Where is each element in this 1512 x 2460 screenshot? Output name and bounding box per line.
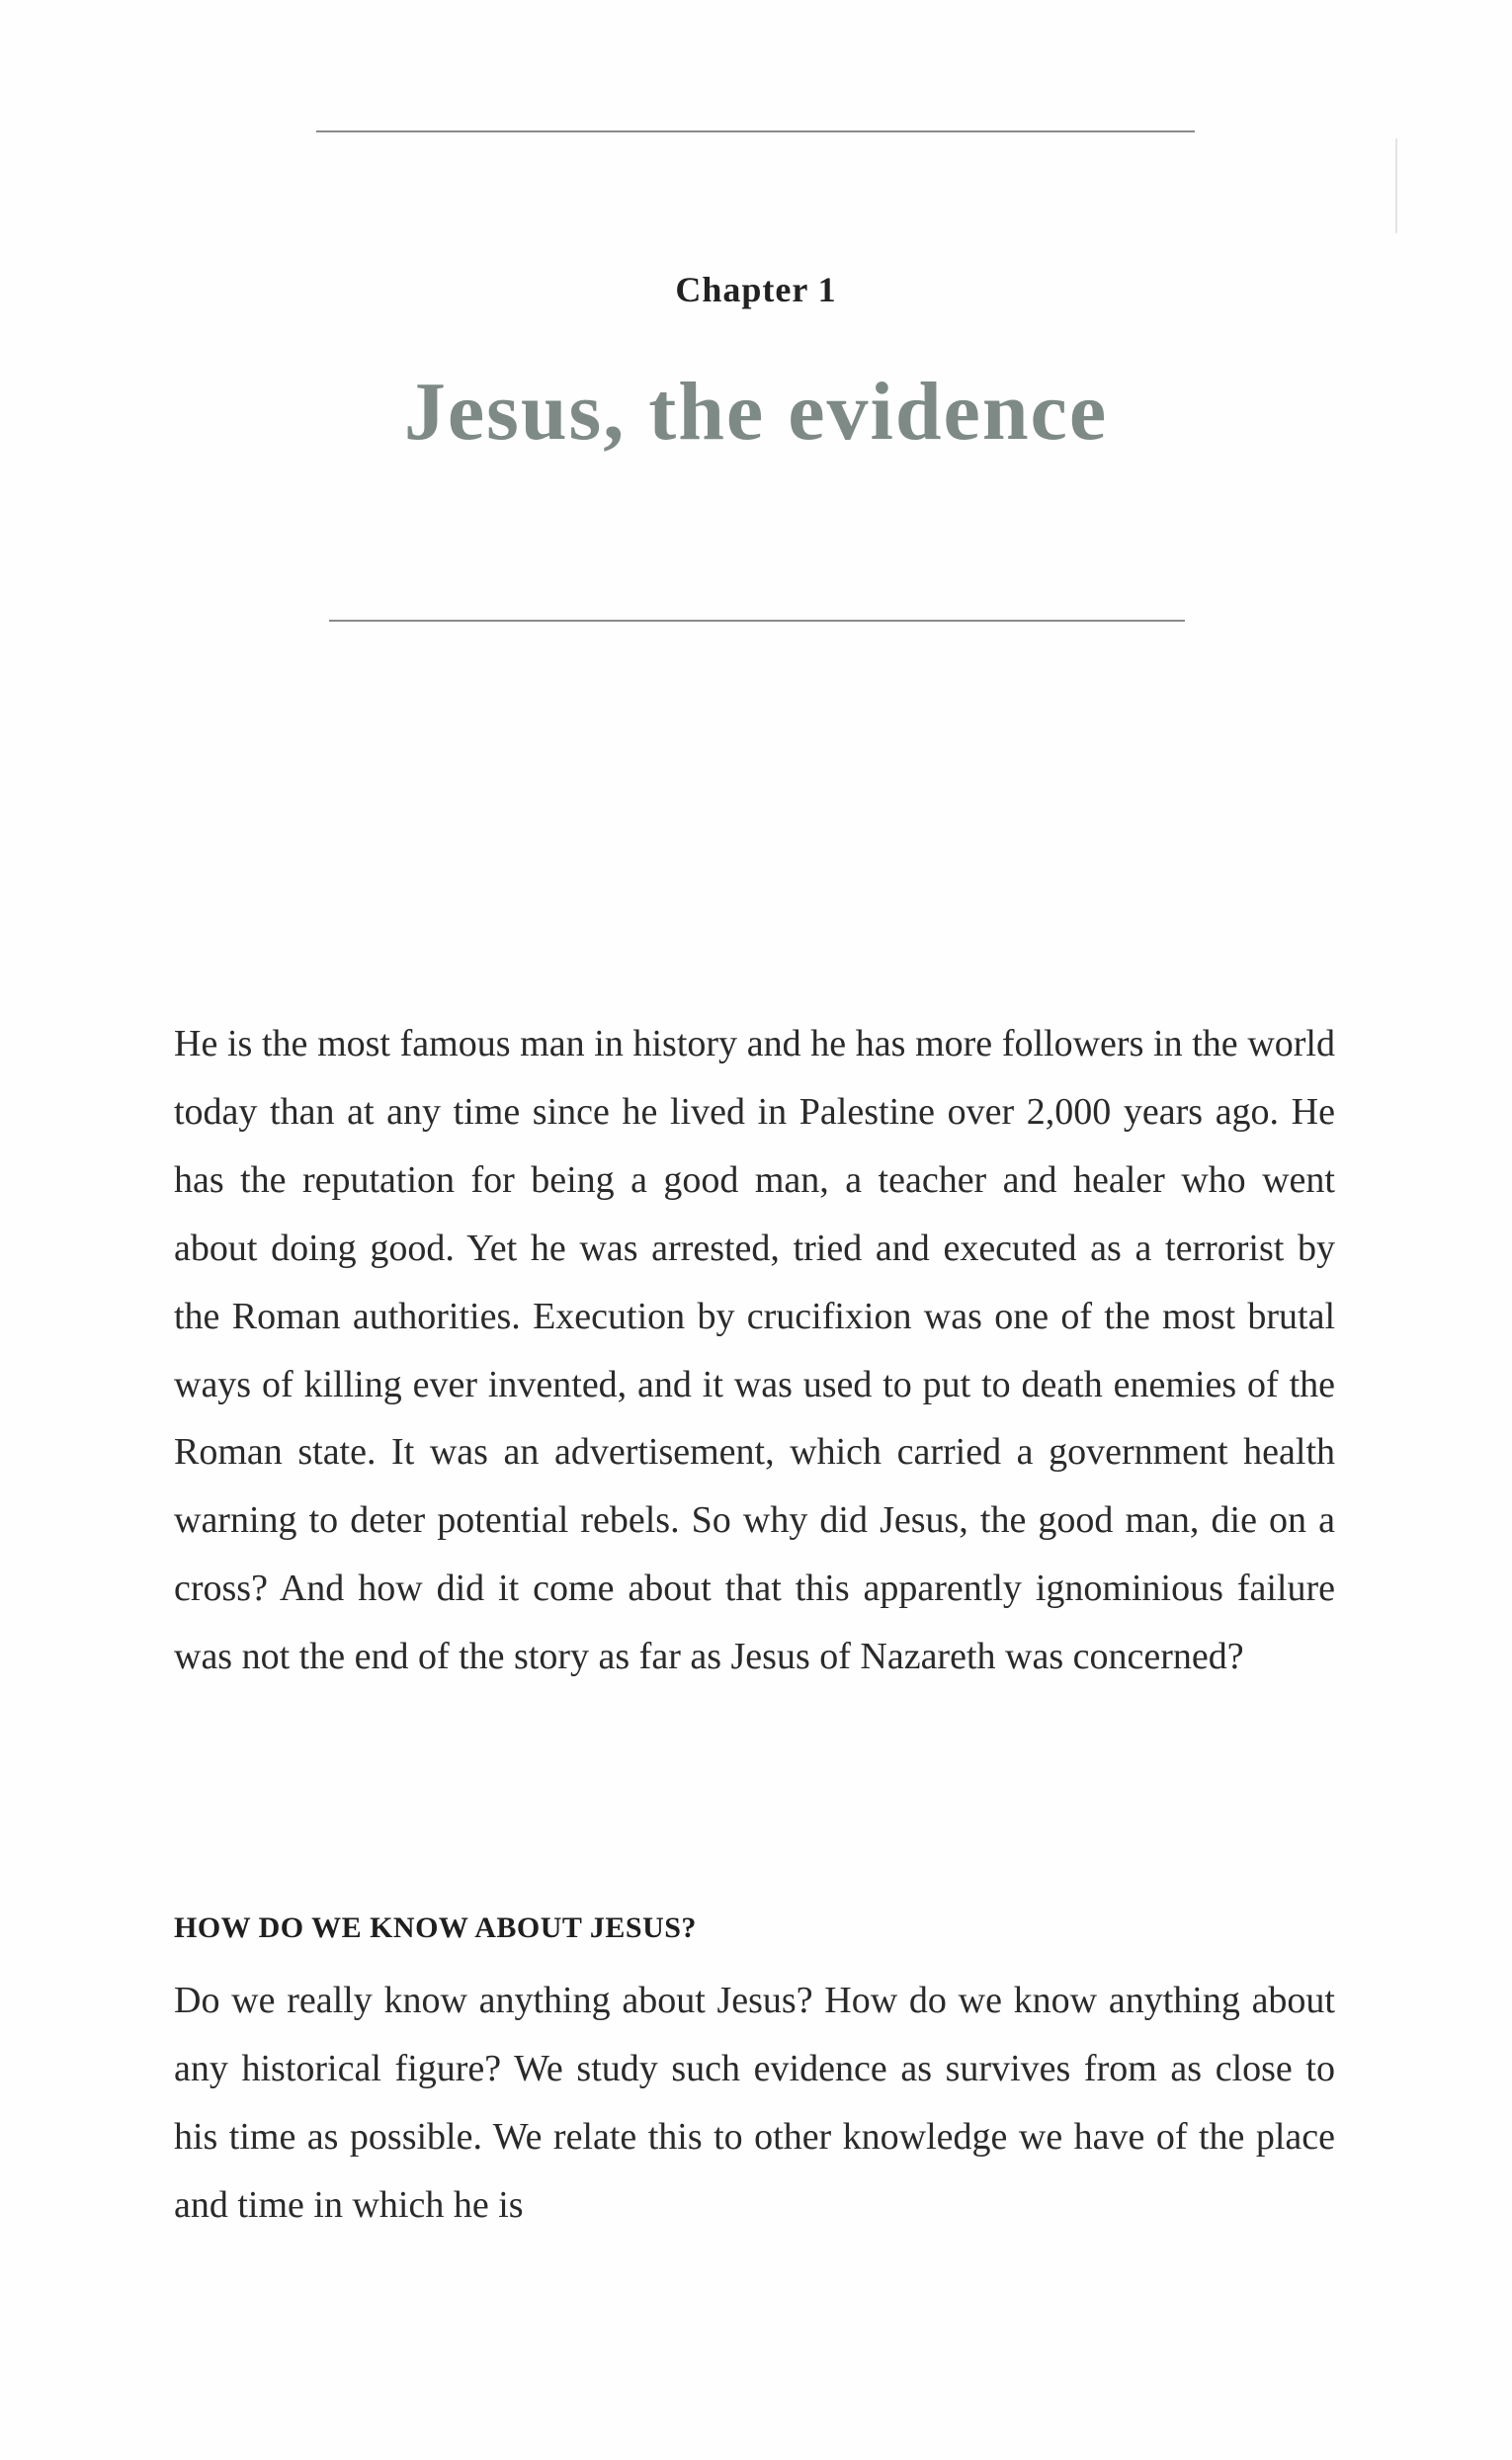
chapter-title: Jesus, the evidence <box>403 366 1109 458</box>
chapter-label: Chapter 1 <box>675 270 837 309</box>
section-heading: HOW DO WE KNOW ABOUT JESUS? <box>174 1911 697 1944</box>
bottom-divider <box>329 620 1185 622</box>
scan-artifact <box>1395 138 1397 233</box>
section-paragraph: Do we really know anything about Jesus? How do we know anything about any historical figure? We study such evidence as survives from as close to his time as possible. We relate this to other knowledge we have of the place and time in which he is <box>174 1980 1335 2226</box>
top-divider <box>316 130 1195 132</box>
intro-paragraph: He is the most famous man in history and he has more followers in the world today than at any time since he lived in Palestine over 2,000 years ago. He has the reputation for being a good man, a teacher and healer who went about doing good. Yet he was arrested, tried and executed as a terrorist by the Roman authorities. Execution by crucifixion was one of the most brutal ways of killing ever invented, and it was used to put to death enemies of the Roman state. It was an advertisement, which carried a government health warning to deter potential rebels. So why did Jesus, the good man, die on a cross? And how did it come about that this apparently ignominious failure was not the end of the story as far as Jesus of Nazareth was concerned? <box>174 1023 1335 1678</box>
